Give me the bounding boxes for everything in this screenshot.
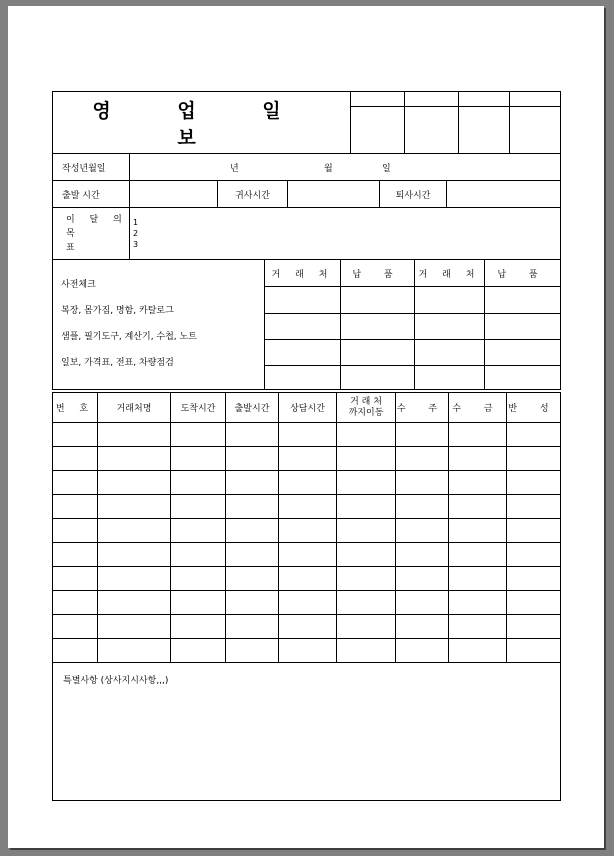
notes-field[interactable] [53, 663, 561, 801]
visit-cell[interactable] [279, 615, 337, 639]
client-cell[interactable] [265, 287, 341, 314]
precheck-line: 복장, 몸가짐, 명함, 카탈로그 [61, 306, 174, 316]
visit-cell[interactable] [507, 519, 561, 543]
delivery-cell[interactable] [485, 340, 561, 366]
visit-cell[interactable] [449, 471, 507, 495]
visit-cell[interactable] [226, 447, 279, 471]
delivery-cell[interactable] [341, 340, 415, 366]
delivery-cell[interactable] [341, 287, 415, 314]
visit-cell[interactable] [449, 639, 507, 663]
visit-cell[interactable] [226, 615, 279, 639]
visit-cell[interactable] [171, 471, 226, 495]
client-cell[interactable] [265, 314, 341, 340]
visit-cell[interactable] [53, 471, 98, 495]
visit-cell[interactable] [279, 519, 337, 543]
visit-cell[interactable] [507, 639, 561, 663]
visit-cell[interactable] [449, 591, 507, 615]
return-time-label: 귀사시간 [218, 181, 288, 208]
visit-cell[interactable] [279, 639, 337, 663]
approval-sign-cell[interactable] [510, 107, 561, 154]
visit-cell[interactable] [98, 639, 171, 663]
visit-cell[interactable] [337, 639, 396, 663]
visit-row [53, 447, 561, 471]
visit-cell[interactable] [507, 591, 561, 615]
visit-cell[interactable] [507, 615, 561, 639]
visit-cell[interactable] [449, 519, 507, 543]
goals-field[interactable] [130, 208, 561, 260]
visit-cell[interactable] [53, 567, 98, 591]
visit-cell[interactable] [98, 543, 171, 567]
time-row [52, 180, 561, 208]
visit-cell[interactable] [449, 615, 507, 639]
visit-cell[interactable] [449, 423, 507, 447]
visit-cell[interactable] [171, 591, 226, 615]
year-label: 년 [230, 163, 239, 174]
notes-section [52, 662, 561, 801]
goal-item: 1 [133, 218, 139, 227]
visit-cell[interactable] [171, 615, 226, 639]
visit-cell[interactable] [337, 471, 396, 495]
visit-cell[interactable] [171, 543, 226, 567]
travel-header [337, 393, 396, 423]
visit-cell[interactable] [449, 495, 507, 519]
visit-cell[interactable] [98, 591, 171, 615]
visit-cell[interactable] [171, 423, 226, 447]
visits-body [53, 423, 561, 663]
visit-cell[interactable] [171, 519, 226, 543]
client-header: 거 래 처 [415, 260, 485, 287]
day-label: 일 [382, 163, 391, 174]
goal-item: 2 [133, 229, 139, 238]
return-time-field[interactable] [288, 181, 380, 208]
visit-cell[interactable] [226, 567, 279, 591]
visit-cell[interactable] [507, 447, 561, 471]
goals-row [52, 207, 561, 260]
visit-cell[interactable] [53, 591, 98, 615]
visit-cell[interactable] [98, 519, 171, 543]
visit-row [53, 519, 561, 543]
consult-time-header: 상담시간 [279, 393, 337, 423]
visit-row [53, 471, 561, 495]
visit-cell[interactable] [53, 639, 98, 663]
approval-sign-cell[interactable] [459, 107, 510, 154]
visit-cell[interactable] [337, 447, 396, 471]
approval-sign-cell[interactable] [351, 107, 405, 154]
collection-header: 수 금 [449, 393, 507, 423]
visit-cell[interactable] [226, 543, 279, 567]
visit-cell[interactable] [98, 567, 171, 591]
precheck-box [53, 260, 265, 390]
form-page [8, 6, 604, 848]
visit-cell[interactable] [98, 615, 171, 639]
leave-time-field[interactable] [447, 181, 561, 208]
visit-cell[interactable] [396, 543, 449, 567]
title-section [52, 91, 561, 154]
departure-time-label: 출발 시간 [53, 181, 130, 208]
leave-time-label: 퇴사시간 [380, 181, 447, 208]
visit-row [53, 543, 561, 567]
visit-cell[interactable] [396, 519, 449, 543]
visit-cell[interactable] [279, 447, 337, 471]
visit-cell[interactable] [226, 639, 279, 663]
form-title: 영 업 일 보 [53, 92, 351, 154]
visit-cell[interactable] [507, 471, 561, 495]
visit-cell[interactable] [337, 495, 396, 519]
delivery-cell[interactable] [485, 314, 561, 340]
delivery-cell[interactable] [485, 287, 561, 314]
approval-header-cell [459, 92, 510, 107]
delivery-header: 납 품 [341, 260, 415, 287]
client-cell[interactable] [265, 366, 341, 390]
client-cell[interactable] [415, 314, 485, 340]
visits-header-row [53, 393, 561, 423]
visit-row [53, 423, 561, 447]
visit-cell[interactable] [53, 423, 98, 447]
visit-cell[interactable] [507, 495, 561, 519]
visit-cell[interactable] [279, 471, 337, 495]
goal-item: 3 [133, 240, 139, 249]
approval-header-cell [351, 92, 405, 107]
visit-cell[interactable] [396, 423, 449, 447]
visit-cell[interactable] [279, 423, 337, 447]
visit-cell[interactable] [337, 423, 396, 447]
visit-cell[interactable] [226, 519, 279, 543]
visit-cell[interactable] [507, 423, 561, 447]
visit-cell[interactable] [337, 591, 396, 615]
visit-cell[interactable] [279, 567, 337, 591]
visit-cell[interactable] [279, 591, 337, 615]
delivery-cell[interactable] [341, 314, 415, 340]
arrival-time-header: 도착시간 [171, 393, 226, 423]
visit-cell[interactable] [98, 495, 171, 519]
visit-cell[interactable] [396, 567, 449, 591]
precheck-title: 사전체크 [61, 280, 96, 290]
visit-cell[interactable] [226, 423, 279, 447]
goals-label-line1: 이 달 의 [66, 214, 128, 225]
month-label: 월 [324, 163, 333, 174]
visit-cell[interactable] [98, 447, 171, 471]
visit-cell[interactable] [226, 495, 279, 519]
visit-cell[interactable] [337, 543, 396, 567]
notes-label: 특별사항 (상사지시사항,,,) [63, 676, 169, 686]
visit-cell[interactable] [337, 567, 396, 591]
visit-cell[interactable] [171, 495, 226, 519]
departure-time-field[interactable] [130, 181, 218, 208]
visit-cell[interactable] [226, 591, 279, 615]
client-cell[interactable] [415, 287, 485, 314]
travel-header-line2: 까지이동 [348, 407, 384, 418]
visit-cell[interactable] [449, 543, 507, 567]
visit-cell[interactable] [53, 615, 98, 639]
visit-row [53, 567, 561, 591]
visits-table [52, 392, 561, 663]
visit-cell[interactable] [53, 447, 98, 471]
client-cell[interactable] [415, 366, 485, 390]
precheck-line: 일보, 가격표, 전표, 차량점검 [61, 358, 174, 368]
precheck-line: 샘플, 필기도구, 계산기, 수첩, 노트 [61, 332, 197, 342]
visit-row [53, 615, 561, 639]
client-name-header: 거래처명 [98, 393, 171, 423]
travel-header-line1: 거 래 처 [350, 396, 382, 407]
visit-cell[interactable] [337, 519, 396, 543]
approval-header-cell [510, 92, 561, 107]
delivery-header: 납 품 [485, 260, 561, 287]
visit-cell[interactable] [53, 519, 98, 543]
visit-row [53, 639, 561, 663]
delivery-cell[interactable] [341, 366, 415, 390]
client-cell[interactable] [415, 340, 485, 366]
date-row [52, 153, 561, 181]
visit-cell[interactable] [337, 615, 396, 639]
visit-cell[interactable] [171, 639, 226, 663]
reflection-header: 반 성 [507, 393, 561, 423]
precheck-section [52, 259, 561, 390]
visit-row [53, 495, 561, 519]
visit-cell[interactable] [396, 591, 449, 615]
approval-sign-cell[interactable] [405, 107, 459, 154]
visit-cell[interactable] [279, 543, 337, 567]
client-header: 거 래 처 [265, 260, 341, 287]
visit-row [53, 591, 561, 615]
visit-cell[interactable] [507, 543, 561, 567]
approval-header-cell [405, 92, 459, 107]
goals-label-line2: 목 표 [66, 228, 95, 253]
date-field[interactable] [130, 154, 561, 181]
visit-cell[interactable] [53, 543, 98, 567]
visit-cell[interactable] [53, 495, 98, 519]
visit-cell[interactable] [449, 447, 507, 471]
client-cell[interactable] [265, 340, 341, 366]
departure-time-header: 출발시간 [226, 393, 279, 423]
order-header: 수 주 [396, 393, 449, 423]
visit-cell[interactable] [279, 495, 337, 519]
delivery-cell[interactable] [485, 366, 561, 390]
visit-cell[interactable] [507, 567, 561, 591]
visit-cell[interactable] [396, 471, 449, 495]
visit-cell[interactable] [226, 471, 279, 495]
visit-cell[interactable] [396, 615, 449, 639]
date-label: 작성년월일 [53, 154, 130, 181]
visit-cell[interactable] [171, 447, 226, 471]
visit-cell[interactable] [449, 567, 507, 591]
visit-cell[interactable] [396, 495, 449, 519]
visit-cell[interactable] [98, 471, 171, 495]
visit-cell[interactable] [98, 423, 171, 447]
visit-cell[interactable] [396, 639, 449, 663]
no-header: 번 호 [53, 393, 98, 423]
visit-cell[interactable] [396, 447, 449, 471]
visit-cell[interactable] [171, 567, 226, 591]
goals-label [53, 208, 130, 260]
